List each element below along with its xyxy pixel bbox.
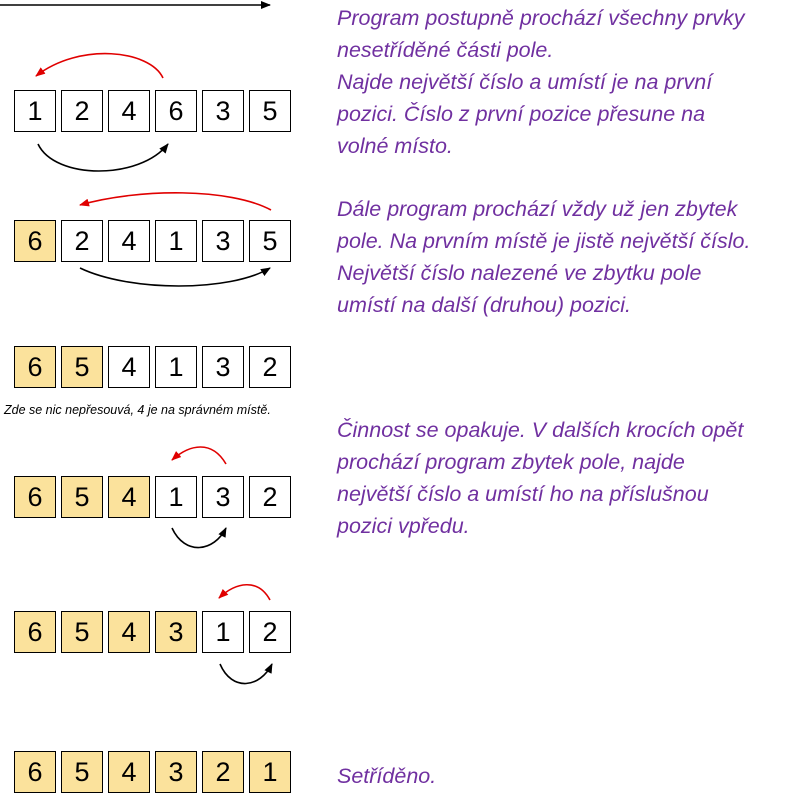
text-line: Najde největší číslo a umístí je na první	[337, 70, 713, 94]
array-row-step-5	[14, 611, 294, 653]
array-row-step-3	[14, 346, 294, 388]
array-cell-sorted: 6	[14, 346, 56, 388]
array-cell: 5	[249, 220, 291, 262]
red-arrow-step5	[219, 585, 270, 600]
array-cell: 1	[14, 90, 56, 132]
black-arrow-step5	[220, 664, 272, 684]
array-cell-sorted: 2	[202, 751, 244, 793]
black-arrow-step2	[80, 268, 270, 286]
array-cell-sorted: 6	[14, 220, 56, 262]
text-line: Program postupně prochází všechny prvky	[337, 6, 745, 30]
array-cell: 2	[249, 346, 291, 388]
array-cell: 2	[249, 476, 291, 518]
array-row-step-1	[14, 90, 294, 132]
text-line: pozici. Číslo z první pozice přesune na	[337, 102, 706, 126]
array-cell: 6	[155, 90, 197, 132]
text-line: prochází program zbytek pole, najde	[337, 450, 685, 474]
text-line: volné místo.	[337, 134, 453, 158]
array-cell-sorted: 6	[14, 476, 56, 518]
array-cell: 1	[155, 346, 197, 388]
text-line: umístí na další (druhou) pozici.	[337, 293, 631, 317]
explanation-3	[337, 414, 743, 542]
explanation-2	[337, 193, 750, 321]
array-cell: 3	[202, 346, 244, 388]
black-arrow-step1	[38, 144, 168, 171]
array-cell: 1	[155, 220, 197, 262]
array-cell-sorted: 5	[61, 476, 103, 518]
red-arrow-step2	[80, 193, 271, 210]
array-cell-sorted: 4	[108, 751, 150, 793]
array-cell-sorted: 6	[14, 611, 56, 653]
red-arrow-step4	[172, 447, 226, 464]
array-row-step-4	[14, 476, 294, 518]
array-cell: 4	[108, 90, 150, 132]
explanation-1	[337, 2, 745, 162]
array-cell: 1	[155, 476, 197, 518]
explanation-done	[337, 760, 436, 792]
array-row-step-2	[14, 220, 294, 262]
array-cell-sorted: 5	[61, 751, 103, 793]
text-line: pole. Na prvním místě je jistě největší číslo.	[337, 229, 751, 253]
array-cell: 3	[202, 220, 244, 262]
array-cell: 2	[61, 220, 103, 262]
text-line: největší číslo a umístí ho na příslušnou	[337, 482, 709, 506]
array-cell: 2	[249, 611, 291, 653]
text-line: pozici vpředu.	[337, 514, 470, 538]
array-row-step-6	[14, 751, 294, 793]
array-cell-sorted: 6	[14, 751, 56, 793]
black-arrow-step4	[172, 528, 226, 548]
text-line: Setříděno.	[337, 764, 437, 788]
array-cell-sorted: 1	[249, 751, 291, 793]
array-cell: 2	[61, 90, 103, 132]
text-line: Dále program prochází vždy už jen zbytek	[337, 197, 738, 221]
array-cell: 4	[108, 220, 150, 262]
array-cell-sorted: 3	[155, 751, 197, 793]
array-cell: 5	[249, 90, 291, 132]
text-line: nesetříděné části pole.	[337, 38, 554, 62]
array-cell: 3	[202, 90, 244, 132]
array-cell-sorted: 3	[155, 611, 197, 653]
text-line: Největší číslo nalezené ve zbytku pole	[337, 261, 702, 285]
array-cell-sorted: 5	[61, 346, 103, 388]
array-cell: 4	[108, 346, 150, 388]
array-cell-sorted: 4	[108, 611, 150, 653]
array-cell-sorted: 5	[61, 611, 103, 653]
step3-note: Zde se nic nepřesouvá, 4 je na správném místě.	[4, 403, 271, 417]
array-cell: 1	[202, 611, 244, 653]
array-cell-sorted: 4	[108, 476, 150, 518]
red-arrow-step1	[36, 54, 163, 78]
array-cell: 3	[202, 476, 244, 518]
text-line: Činnost se opakuje. V dalších krocích opět	[337, 418, 744, 442]
